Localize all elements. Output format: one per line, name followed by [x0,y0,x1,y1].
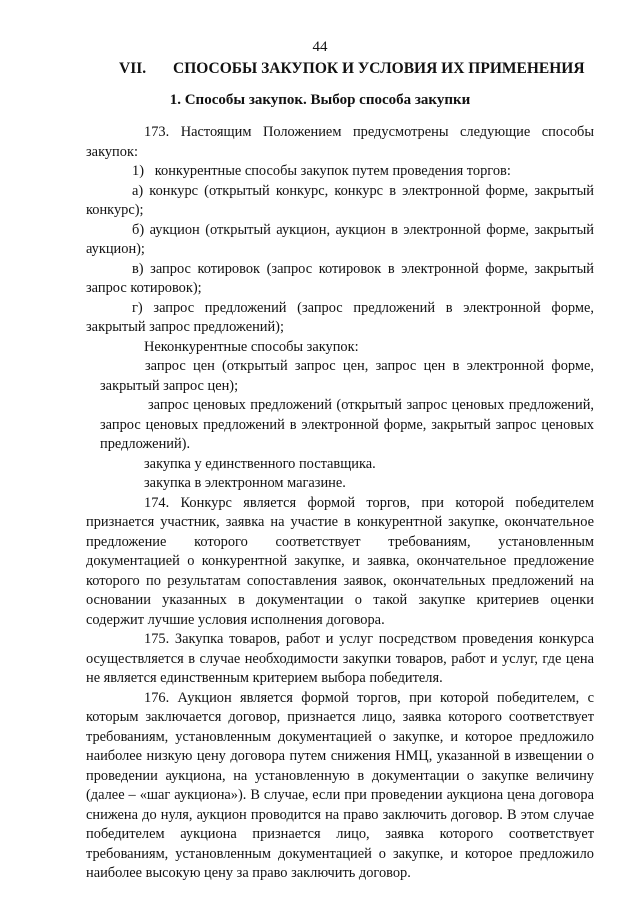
list-item: запрос ценовых предложений (открытый запрос ценовых предложений, запрос ценовых предложений в электронной форме, закрытый запрос ценовых предложений). [100,397,594,452]
list-item: закупка в электронном магазине. [144,475,346,491]
paragraph: 175. Закупка товаров, работ и услуг посредством проведения конкурса осуществляется в случае необходимости закупки товаров, работ и услуг, где цена не является единственным критерием выбора победителя. [86,631,594,686]
list-item: 1) конкурентные способы закупок путем проведения торгов: [132,163,511,179]
list-heading: Неконкурентные способы закупок: [144,338,359,355]
list-item: а) конкурс (открытый конкурс, конкурс в электронной форме, закрытый конкурс); [86,182,594,218]
page-number: 44 [312,39,328,55]
list-item: г) запрос предложений (запрос предложений в электронной форме, закрытый запрос предложений); [86,299,594,335]
chapter-number: VII. [119,60,147,77]
document-body [86,123,594,884]
paragraph: 173. Настоящим Положением предусмотрены следующие способы закупок: [86,124,594,160]
chapter-title: СПОСОБЫ ЗАКУПОК И УСЛОВИЯ ИХ ПРИМЕНЕНИЯ [173,60,585,77]
list-item: б) аукцион (открытый аукцион, аукцион в электронной форме, закрытый аукцион); [86,221,594,257]
paragraph: 174. Конкурс является формой торгов, при которой победителем признается участник, заявка на участие в конкурентной закупке, окончательное предложение которого соответствует требованиям, установленным документацией о конкурентной закупке, и заявка, окончательное предложение которого по результатам сопоставления заявок, окончательных предложений на основании указанных в документации о такой закупке критериев оценки содержит лучшие условия исполнения договора. [86,494,594,628]
paragraph: 176. Аукцион является формой торгов, при которой победителем, с которым заключается договор, признается лицо, заявка которого соответствует требованиям, установленным документацией о закупке, и которое предложило наиболее низкую цену договора путем снижения НМЦ, указанной в извещении о проведении аукциона, на установленную в документации о закупке величину (далее – «шаг аукциона»). В случае, если при проведении аукциона цена договора снижена до нуля, аукцион проводится на право заключить договор. В этом случае победителем аукциона признается лицо, заявка которого соответствует требованиям, установленным документацией о закупке, и которое предложило наиболее высокую цену за право заключить договор. [86,689,594,881]
section-title: 1. Способы закупок. Выбор способа закупки [169,92,471,108]
list-item: в) запрос котировок (запрос котировок в электронной форме, закрытый запрос котировок); [86,260,594,296]
list-item: запрос цен (открытый запрос цен, запрос цен в электронной форме, закрытый запрос цен); [100,358,594,394]
list-item: закупка у единственного поставщика. [144,455,376,472]
